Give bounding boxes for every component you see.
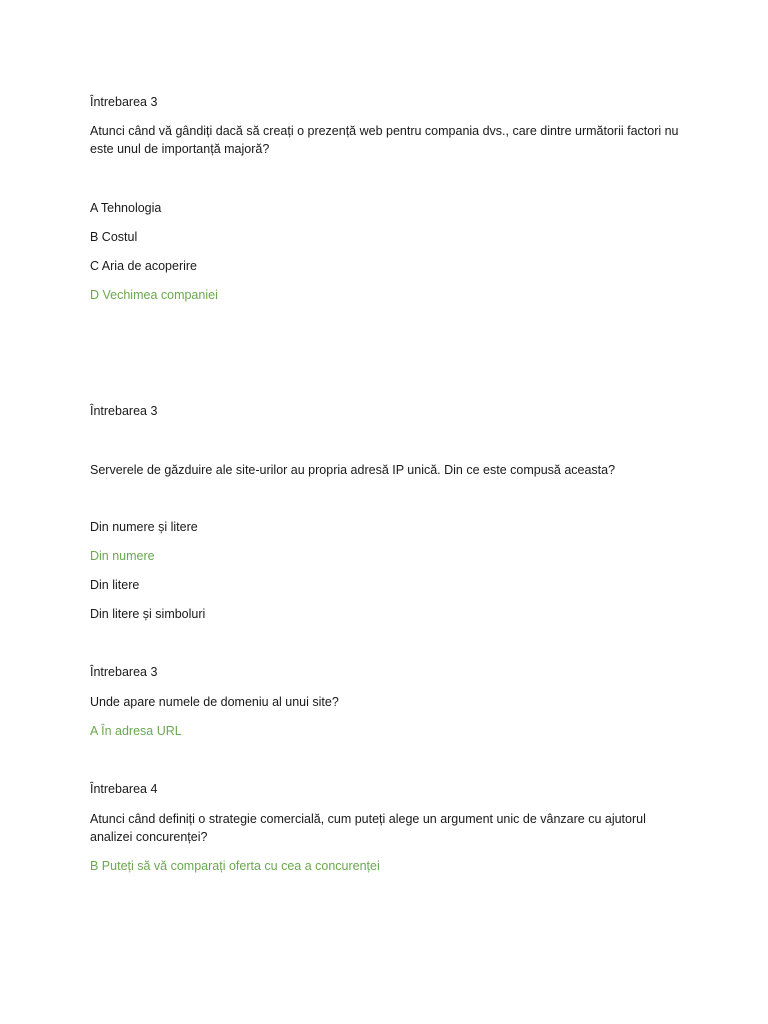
answer-option-correct: B Puteți să vă comparați oferta cu cea a concurenței [90,859,380,873]
answer-option-correct: D Vechimea companiei [90,288,218,302]
question-heading: Întrebarea 4 [90,782,158,796]
answer-option: C Aria de acoperire [90,259,198,273]
question-heading: Întrebarea 3 [90,95,158,109]
answer-option: B Costul [90,230,138,244]
answer-option: Din litere [90,578,140,592]
answer-option-correct: A În adresa URL [90,724,182,738]
answer-option: Din numere și litere [90,520,198,534]
question-text: Unde apare numele de domeniu al unui site? [90,695,339,709]
answer-option-correct: Din numere [90,549,155,563]
question-heading: Întrebarea 3 [90,404,158,418]
answer-option: A Tehnologia [90,201,162,215]
question-text: Atunci când definiți o strategie comercială, cum puteți alege un argument unic de vânzare cu ajutorul analizei concurenței? [90,812,646,844]
question-text: Atunci când vă gândiți dacă să creați o prezență web pentru compania dvs., care dintre următorii factori nu este unul de importanță majoră? [90,124,679,156]
question-heading: Întrebarea 3 [90,665,158,679]
question-text: Serverele de găzduire ale site-urilor au propria adresă IP unică. Din ce este compusă aceasta? [90,463,616,477]
answer-option: Din litere și simboluri [90,607,206,621]
